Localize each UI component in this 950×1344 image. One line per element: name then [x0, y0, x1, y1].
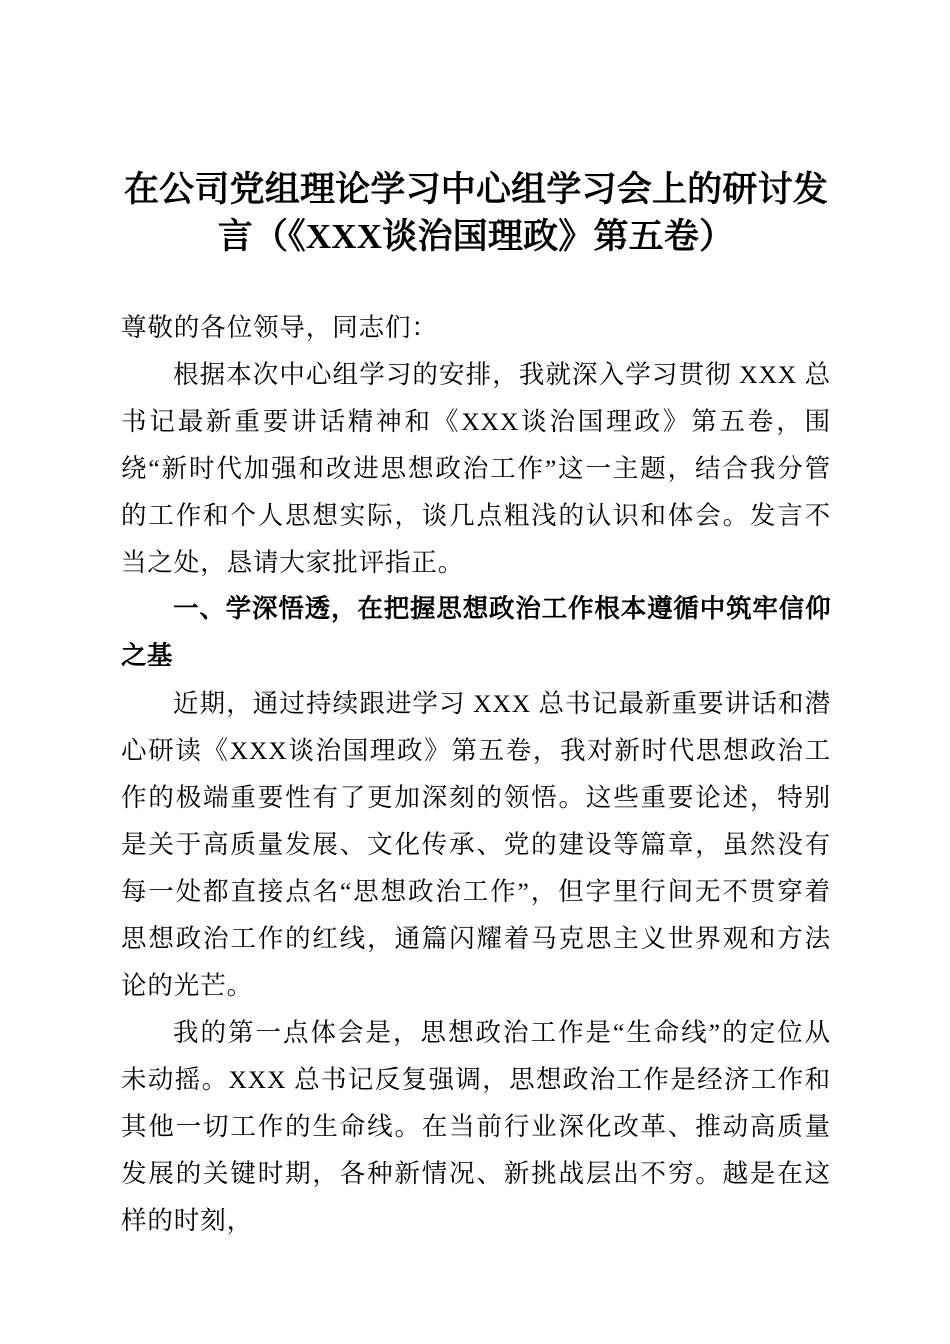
- paragraph-body-1: 近期，通过持续跟进学习 XXX 总书记最新重要讲话和潜心研读《XXX谈治国理政》第五卷，我对新时代思想政治工作的极端重要性有了更加深刻的领悟。这些重要论述，特别是关于高质量发展、文化传承、党的建设等篇章，虽然没有每一处都直接点名“思想政治工作”，但字里行间无不贯穿着思想政治工作的红线，通篇闪耀着马克思主义世界观和方法论的光芒。: [121, 689, 831, 1000]
- paragraph-body-2: 我的第一点体会是，思想政治工作是“生命线”的定位从未动摇。XXX 总书记反复强调，思想政治工作是经济工作和其他一切工作的生命线。在当前行业深化改革、推动高质量发展的关键时期，各种新情况、新挑战层出不穷。越是在这样的时刻，: [121, 1018, 831, 1235]
- paragraph-opening: 根据本次中心组学习的安排，我就深入学习贯彻 XXX 总书记最新重要讲话精神和《XXX谈治国理政》第五卷，围绕“新时代加强和改进思想政治工作”这一主题，结合我分管的工作和个人思想实际，谈几点粗浅的认识和体会。发言不当之处，恳请大家批评指正。: [121, 360, 831, 577]
- document-body: [121, 166, 831, 1244]
- section-heading-1: 一、学深悟透，在把握思想政治工作根本遵循中筑牢信仰之基: [121, 595, 831, 670]
- salutation-line: 尊敬的各位领导，同志们：: [121, 313, 438, 342]
- page-title: 在公司党组理论学习中心组学习会上的研讨发言（《XXX谈治国理政》第五卷）: [123, 170, 828, 256]
